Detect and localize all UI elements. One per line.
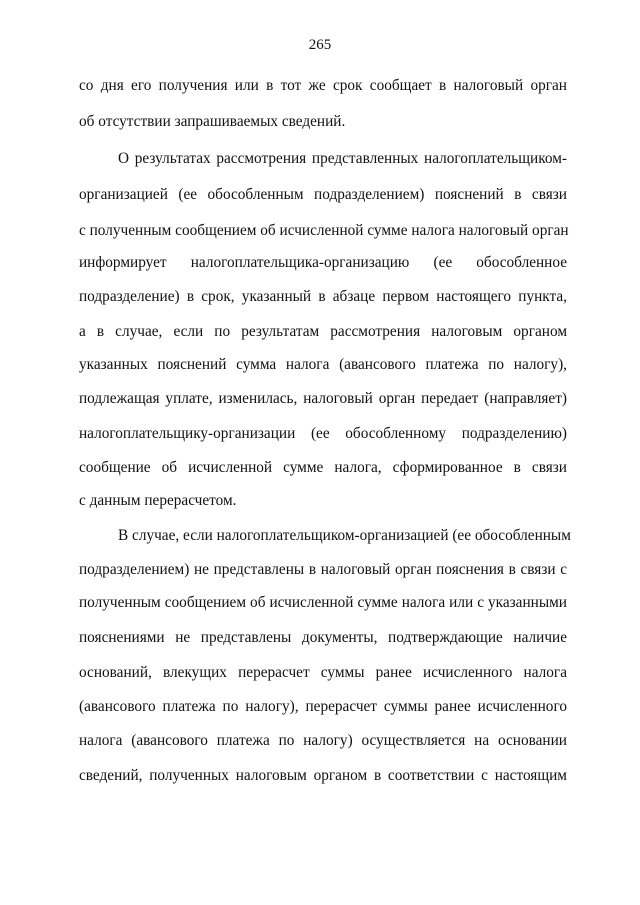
paragraph-1-line-1: со дня его получения или в тот же срок сообщает в налоговый орган (79, 77, 567, 94)
paragraph-2-line-11: с данным перерасчетом. (79, 492, 237, 509)
paragraph-2-line-7: указанных пояснений сумма налога (авансового платежа по налогу), (79, 356, 567, 373)
paragraph-2-line-1: О результатах рассмотрения представленных налогоплательщиком- (118, 150, 567, 167)
paragraph-2-line-8: подлежащая уплате, изменилась, налоговый орган передает (направляет) (79, 390, 567, 407)
paragraph-2-line-6: а в случае, если по результатам рассмотрения налоговым органом (79, 323, 567, 340)
paragraph-3-line-6: (авансового платежа по налогу), перерасчет суммы ранее исчисленного (79, 698, 567, 715)
paragraph-3-line-3: полученным сообщением об исчисленной сумме налога или с указанными (79, 594, 567, 611)
paragraph-2-line-4: информирует налогоплательщика-организацию (ее обособленное (79, 254, 567, 271)
paragraph-1-line-2: об отсутствии запрашиваемых сведений. (79, 113, 346, 130)
paragraph-3-line-8: сведений, полученных налоговым органом в соответствии с настоящим (79, 767, 567, 784)
paragraph-3-line-5: оснований, влекущих перерасчет суммы ранее исчисленного налога (79, 664, 567, 681)
paragraph-3-line-2: подразделением) не представлены в налоговый орган пояснения в связи с (79, 561, 567, 578)
paragraph-2-line-3: с полученным сообщением об исчисленной сумме налога налоговый орган (79, 222, 569, 239)
paragraph-2-line-10: сообщение об исчисленной сумме налога, сформированное в связи (79, 459, 567, 476)
page-number: 265 (308, 37, 332, 53)
paragraph-3-line-4: пояснениями не представлены документы, подтверждающие наличие (79, 629, 567, 646)
paragraph-2-line-2: организацией (ее обособленным подразделением) пояснений в связи (79, 186, 567, 203)
paragraph-3-line-1: В случае, если налогоплательщиком-организацией (ее обособленным (118, 527, 571, 544)
paragraph-2-line-9: налогоплательщику-организации (ее обособленному подразделению) (79, 425, 567, 442)
paragraph-2-line-5: подразделение) в срок, указанный в абзаце первом настоящего пункта, (79, 288, 567, 305)
paragraph-3-line-7: налога (авансового платежа по налогу) осуществляется на основании (79, 732, 567, 749)
